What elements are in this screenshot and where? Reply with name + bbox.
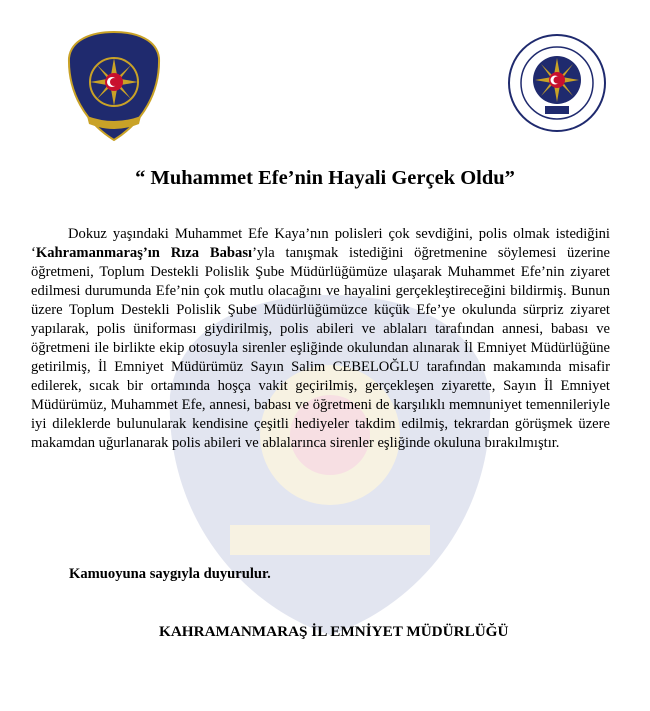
page-title: “ Muhammet Efe’nin Hayali Gerçek Oldu” xyxy=(135,167,515,189)
body-bold-phrase: Kahramanmaraş’ın Rıza Babası xyxy=(35,245,253,261)
polis-genel-mudurlugu-emblem-icon xyxy=(67,30,161,142)
signature: KAHRAMANMARAŞ İL EMNİYET MÜDÜRLÜĞÜ xyxy=(159,623,509,640)
body-text-part1: Dokuz yaşındaki Muhammet Efe Kaya’nın polisleri çok sevdiğini, polis olmak istediğini ‘ xyxy=(31,226,610,261)
body-text-part2: ’yla tanışmak istediğini öğretmenine söylemesi üzerine öğretmeni, Toplum Destekli Polislik Şube Müdürlüğümüze ulaşarak Muhammet Efe’nin ziyaret edilmesi durumunda Efe’nin çok mutlu olacağını ve hayalini gerçekleştireceğini bildirmiş. Bunun üzere Toplum Destekli Polislik Şube Müdürlüğümüzce küçük Efe’ye okulunda sürpriz ziyaret yapılarak, polis üniforması giydirilmiş, polis abileri ve ablaları tarafından annesi, babası ve öğretmeni ile birlikte ekip otosuyla sirenler eşliğinde okulundan alınarak İl Emniyet Müdürlüğüne getirilmiş, İl Emniyet Müdürümüz Sayın Salim CEBELOĞLU tarafından makamında misafir edilerek, sıcak bir ortamında hoşça vakit geçirilmiş, gerçekleşen ziyarette, Sayın İl Emniyet Müdürümüz, Muhammet Efe, annesi, babası ve öğretmeni de karşılıklı memnuniyet temennileriyle iyi dileklerde bulunularak kendisine çeşitli hediyeler takdim edilmiş, tekrardan görüşmek üzere makamdan uğurlanarak polis abileri ve ablalarınca sirenler eşliğinde okuluna bırakılmıştır. xyxy=(31,245,610,451)
closing-line: Kamuoyuna saygıyla duyurulur. xyxy=(69,566,271,582)
kahramanmaras-emniyet-mudurlugu-seal-icon xyxy=(501,33,613,133)
body-paragraph xyxy=(31,225,610,453)
